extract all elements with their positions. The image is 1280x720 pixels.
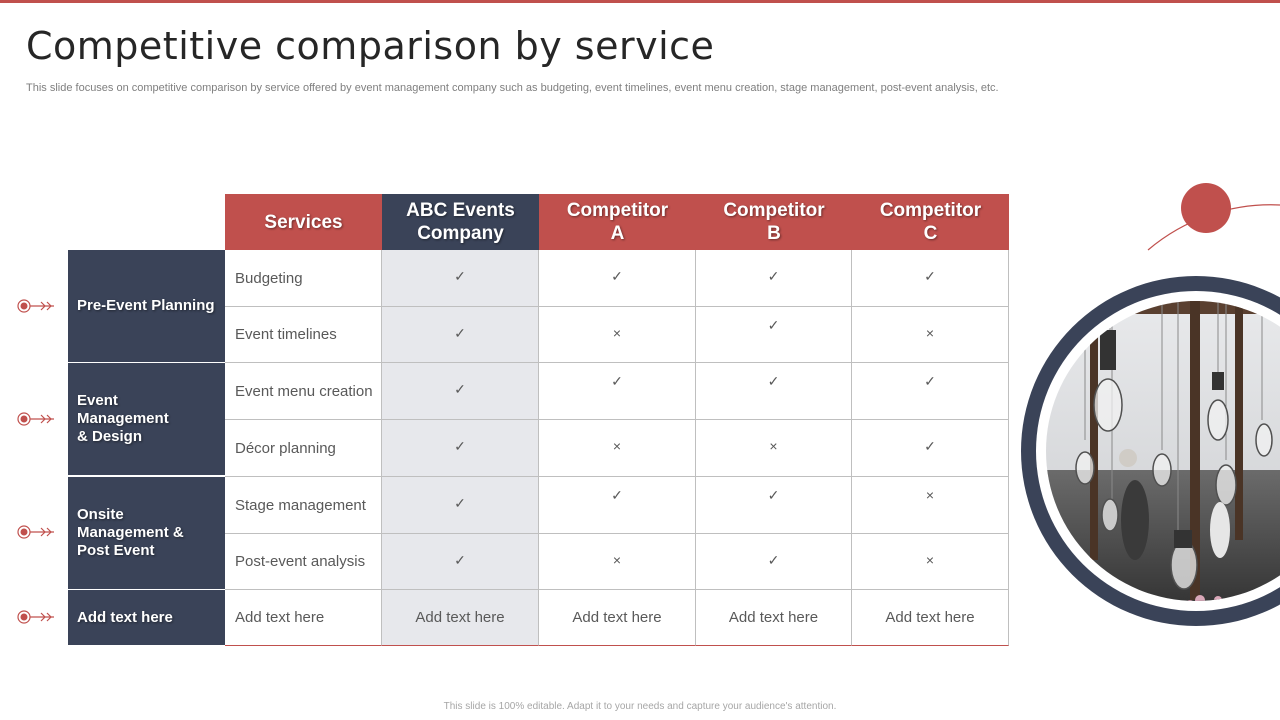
- add-text-cell-text: Add text here: [728, 609, 819, 626]
- add-text-cell-text: Add text here: [235, 609, 325, 626]
- add-text-cell: [852, 590, 1009, 646]
- cross-mark-icon: [696, 420, 852, 477]
- check-mark-icon-text: ✓: [454, 325, 466, 341]
- cross-mark-icon: [852, 534, 1009, 590]
- check-mark-icon: [382, 307, 539, 363]
- check-mark-icon-text: ✓: [767, 317, 780, 333]
- check-mark-icon: [539, 363, 696, 420]
- check-mark-icon: [382, 477, 539, 534]
- add-text-cell-text: Add text here: [885, 609, 975, 626]
- header-cell-3-text: Competitor B: [723, 200, 825, 244]
- service-cell: [225, 534, 382, 590]
- check-mark-icon-text: ✓: [767, 552, 780, 568]
- service-cell-text: Event menu creation: [235, 382, 373, 400]
- category-cell: [68, 477, 225, 590]
- service-cell-text: Décor planning: [235, 439, 336, 457]
- category-cell: [68, 250, 225, 363]
- check-mark-icon-text: ✓: [454, 268, 466, 284]
- service-cell-text: Post-event analysis: [235, 553, 366, 570]
- service-cell: [225, 363, 382, 420]
- service-cell: [225, 307, 382, 363]
- check-mark-icon: [539, 477, 696, 534]
- circle-icon: [1181, 183, 1231, 233]
- add-text-cell: [225, 590, 382, 646]
- header-cell-0-text: Services: [264, 211, 343, 233]
- check-mark-icon-text: ✓: [767, 268, 780, 284]
- category-cell-text: Add text here: [77, 608, 173, 626]
- check-mark-icon-text: ✓: [611, 268, 623, 284]
- cross-mark-icon: [539, 420, 696, 477]
- slide-subtitle: This slide focuses on competitive comparison by service offered by event management company such as budgeting, event timelines, event menu creation, stage management, post-event analysis, etc.: [26, 82, 999, 94]
- service-cell-text: Budgeting: [235, 269, 303, 287]
- cross-mark-icon-text: ×: [925, 487, 935, 503]
- check-mark-icon: [696, 363, 852, 420]
- service-cell: [225, 250, 382, 307]
- slide-footer: This slide is 100% editable. Adapt it to your needs and capture your audience's attention.: [443, 701, 837, 712]
- check-mark-icon-text: ✓: [767, 373, 780, 389]
- header-cell-1-text: ABC Events Company: [406, 200, 515, 244]
- header-cell-4-text: Competitor C: [879, 200, 982, 244]
- check-mark-icon: [696, 307, 852, 363]
- top-accent-bar: [0, 0, 1280, 3]
- service-cell: [225, 420, 382, 477]
- header-cell-1: [382, 194, 539, 250]
- cross-mark-icon: [852, 477, 1009, 534]
- add-text-cell: [539, 590, 696, 646]
- check-mark-icon-text: ✓: [454, 438, 466, 454]
- category-cell-text: Pre-Event Planning: [77, 297, 215, 314]
- circle-arrow-icon: [14, 609, 58, 625]
- check-mark-icon: [852, 420, 1009, 477]
- header-cell-4: [852, 194, 1009, 250]
- category-cell-text: Event Management & Design: [77, 392, 169, 445]
- check-mark-icon-text: ✓: [924, 268, 936, 284]
- cross-mark-icon-text: ×: [612, 438, 622, 454]
- cross-mark-icon-text: ×: [612, 325, 622, 341]
- cross-mark-icon-text: ×: [925, 552, 935, 568]
- cross-mark-icon-text: ×: [612, 552, 622, 568]
- check-mark-icon-text: ✓: [767, 487, 780, 503]
- circle-arrow-icon: [14, 524, 58, 540]
- check-mark-icon: [382, 534, 539, 590]
- check-mark-icon: [696, 477, 852, 534]
- add-text-cell: [696, 590, 852, 646]
- decor-photo-graphic: [1020, 183, 1280, 633]
- check-mark-icon-text: ✓: [924, 438, 936, 454]
- cross-mark-icon: [852, 307, 1009, 363]
- add-text-cell-text: Add text here: [572, 609, 662, 626]
- check-mark-icon: [852, 250, 1009, 307]
- cross-mark-icon-text: ×: [925, 325, 935, 341]
- check-mark-icon: [696, 250, 852, 307]
- service-cell-text: Stage management: [235, 496, 366, 514]
- category-cell-text: Onsite Management & Post Event: [77, 506, 184, 559]
- category-cell: [68, 363, 225, 476]
- category-cell: [68, 590, 225, 646]
- check-mark-icon-text: ✓: [454, 552, 466, 568]
- slide-title: Competitive comparison by service: [26, 24, 715, 68]
- check-mark-icon: [539, 250, 696, 307]
- check-mark-icon-text: ✓: [454, 381, 466, 397]
- header-cell-2-text: Competitor A: [566, 200, 669, 244]
- check-mark-icon: [382, 420, 539, 477]
- check-mark-icon: [382, 363, 539, 420]
- cross-mark-icon-text: ×: [769, 438, 778, 454]
- check-mark-icon: [852, 363, 1009, 420]
- circle-arrow-icon: [14, 298, 58, 314]
- circle-arrow-icon: [14, 411, 58, 427]
- check-mark-icon: [696, 534, 852, 590]
- cross-mark-icon: [539, 307, 696, 363]
- header-cell-2: [539, 194, 696, 250]
- cross-mark-icon: [539, 534, 696, 590]
- add-text-cell: [382, 590, 539, 646]
- service-cell: [225, 477, 382, 534]
- header-cell-0: [225, 194, 382, 250]
- check-mark-icon-text: ✓: [924, 373, 936, 389]
- check-mark-icon-text: ✓: [611, 487, 623, 503]
- check-mark-icon-text: ✓: [611, 373, 623, 389]
- service-cell-text: Event timelines: [235, 326, 337, 343]
- add-text-cell-text: Add text here: [415, 609, 505, 626]
- check-mark-icon: [382, 250, 539, 307]
- check-mark-icon-text: ✓: [454, 495, 466, 511]
- header-cell-3: [696, 194, 852, 250]
